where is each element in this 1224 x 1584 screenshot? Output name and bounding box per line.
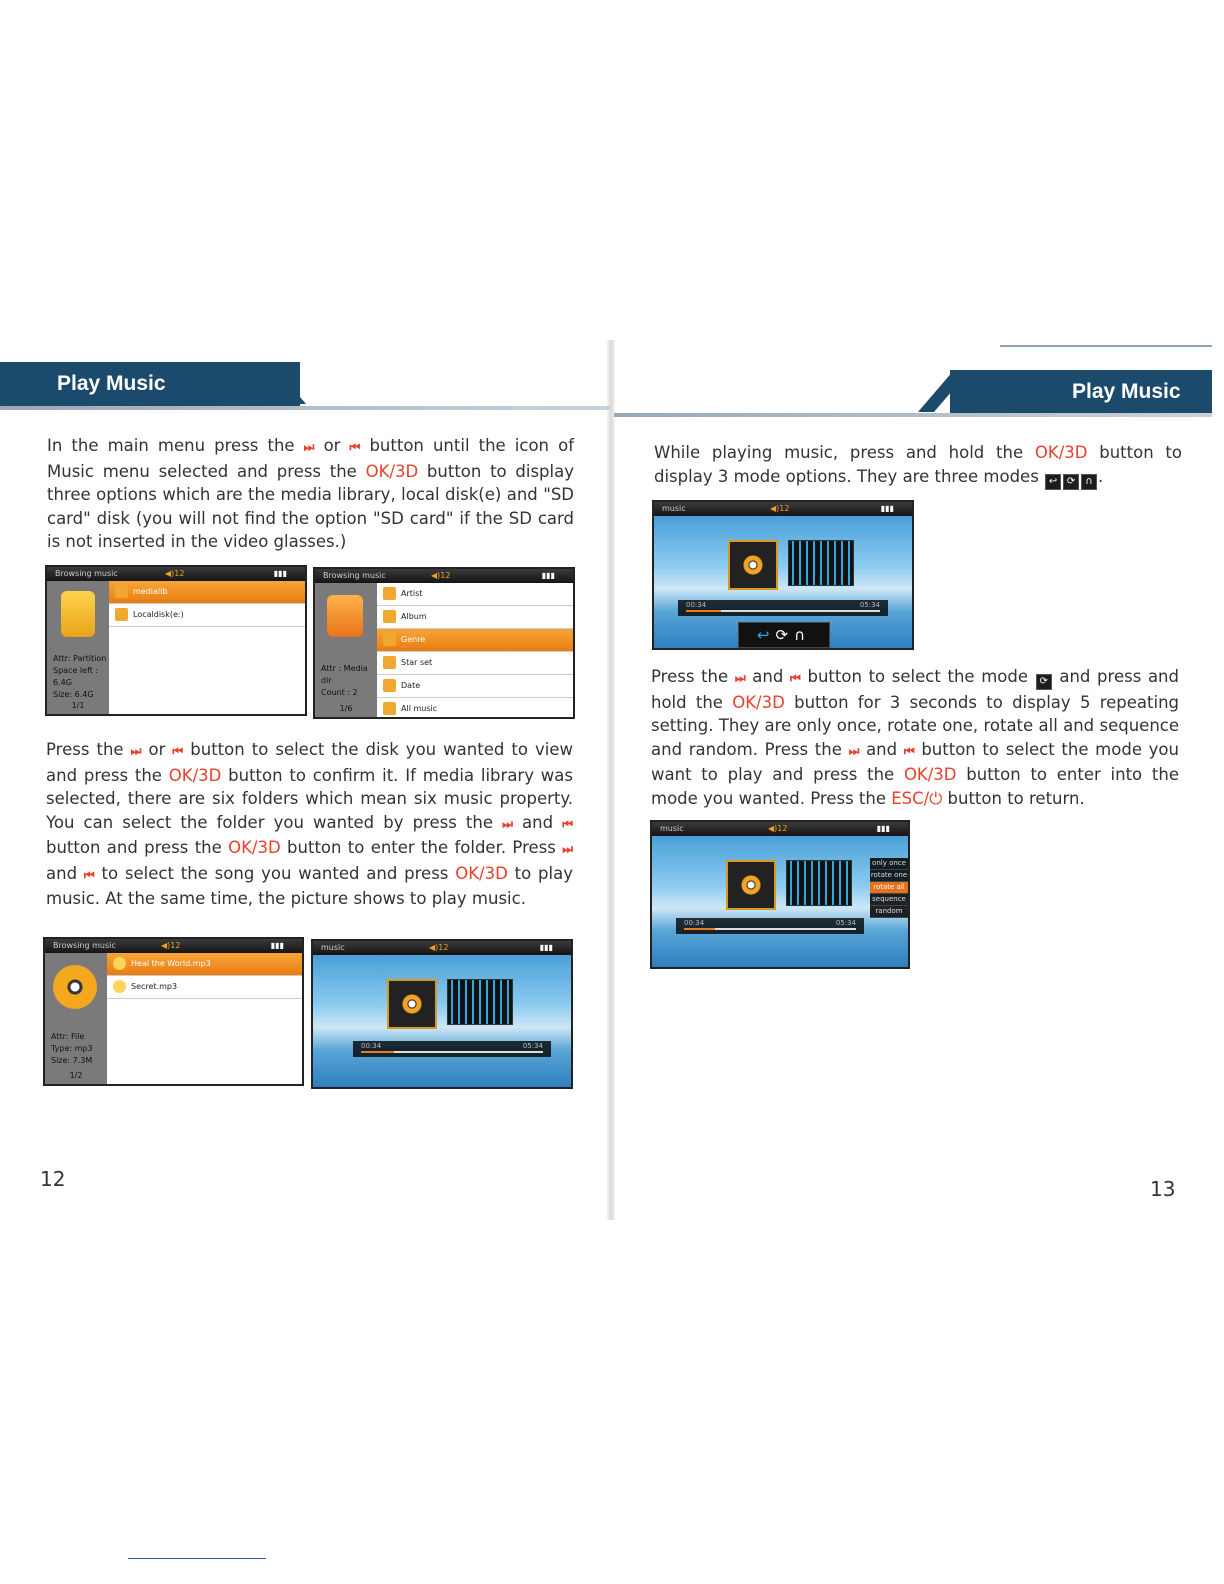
skip-button-icon: ⏮ bbox=[349, 440, 361, 454]
text-run: button to select the disk you wanted to view and press the bbox=[46, 740, 573, 785]
button-name: OK/3D bbox=[228, 838, 281, 857]
text-run: and bbox=[859, 739, 904, 759]
left-header-title: Play Music bbox=[57, 372, 166, 395]
list-item: Date bbox=[377, 675, 573, 698]
button-name: OK/3D bbox=[1034, 443, 1088, 462]
repeat-option: rotate one bbox=[870, 870, 908, 882]
mode-icon: ↩ bbox=[1045, 474, 1061, 490]
screenshot-browsing-disks bbox=[45, 565, 307, 716]
screenshot-playing bbox=[311, 939, 573, 1089]
progress-bar: 00:34 05:34 bbox=[676, 918, 864, 934]
folder-icon bbox=[383, 587, 396, 600]
text-run: and bbox=[512, 812, 563, 832]
info-list: Attr: File Type: mp3 Size: 7.3M bbox=[51, 1032, 93, 1065]
equalizer bbox=[788, 540, 854, 586]
right-paragraph-2 bbox=[651, 665, 1179, 810]
left-header-rule bbox=[0, 406, 610, 410]
skip-button-icon: ⏭ bbox=[848, 743, 860, 758]
list-item: All music bbox=[377, 698, 573, 719]
battery-icon: ▮▮▮ bbox=[270, 941, 284, 950]
folder-icon bbox=[115, 585, 128, 598]
mode-icon: ⟳ bbox=[1063, 474, 1079, 490]
right-paragraph-1 bbox=[654, 441, 1182, 490]
text-run: and bbox=[745, 667, 791, 686]
battery-icon: ▮▮▮ bbox=[539, 943, 553, 952]
right-header-slash bbox=[918, 366, 978, 418]
text-run: and bbox=[46, 863, 84, 883]
mode-icon: ⟳ bbox=[1036, 674, 1052, 690]
screenshot-mode-options bbox=[652, 500, 914, 650]
music-folder-icon bbox=[327, 595, 363, 637]
button-name: OK/3D bbox=[732, 692, 785, 712]
skip-button-icon: ⏮ bbox=[903, 743, 915, 758]
folder-icon bbox=[115, 608, 128, 621]
volume-indicator: ◀)12 bbox=[429, 943, 449, 952]
right-page-number: 13 bbox=[1150, 1177, 1176, 1201]
button-name: ESC/⏻ bbox=[891, 788, 943, 808]
right-header-title: Play Music bbox=[1072, 380, 1181, 403]
equalizer bbox=[786, 860, 852, 906]
skip-button-icon: ⏮ bbox=[172, 744, 184, 758]
disk-icon bbox=[61, 591, 95, 637]
skip-button-icon: ⏭ bbox=[303, 440, 315, 454]
info-list: Attr : Media dir Count : 2 bbox=[321, 664, 368, 697]
item-count: 1/2 bbox=[69, 1071, 83, 1080]
text-run: or bbox=[314, 436, 350, 455]
screenshot-song-list bbox=[43, 937, 304, 1086]
text-run: While playing music, press and hold the bbox=[654, 443, 1035, 462]
folder-icon bbox=[383, 633, 396, 646]
album-art bbox=[387, 979, 437, 1029]
text-run: and press and hold the bbox=[651, 667, 1179, 712]
equalizer bbox=[447, 979, 513, 1025]
screen-title: music bbox=[321, 943, 345, 952]
left-paragraph-1 bbox=[47, 434, 574, 554]
text-run: button to select the mode bbox=[800, 667, 1035, 686]
screen-title: music bbox=[660, 824, 684, 833]
text-run: button to enter the folder. Press bbox=[280, 838, 563, 857]
volume-indicator: ◀)12 bbox=[161, 941, 181, 950]
list-item: medialib bbox=[109, 581, 305, 604]
footer-link-rule bbox=[128, 1558, 266, 1559]
battery-icon: ▮▮▮ bbox=[273, 569, 287, 578]
list-item: Localdisk(e:) bbox=[109, 604, 305, 627]
text-run: button to confirm it. If media library was selected, there are six folders which mean six music property. You can select the folder you wanted by press the bbox=[46, 765, 573, 832]
music-file-icon bbox=[113, 980, 126, 993]
page-fold bbox=[607, 340, 615, 1220]
folder-icon bbox=[383, 702, 396, 715]
battery-icon: ▮▮▮ bbox=[876, 824, 890, 833]
skip-button-icon: ⏭ bbox=[502, 816, 513, 831]
text-run: button to display 3 mode options. They are three modes bbox=[654, 443, 1182, 486]
text-run: button to enter into the mode you wanted. Press the bbox=[651, 765, 1179, 808]
volume-indicator: ◀)12 bbox=[165, 569, 185, 578]
list-item: Star set bbox=[377, 652, 573, 675]
screenshot-repeat-settings bbox=[650, 820, 910, 969]
repeat-option: random bbox=[870, 906, 908, 918]
text-run: to select the song you wanted and press bbox=[94, 863, 456, 883]
screenshot-media-library bbox=[313, 567, 575, 719]
progress-bar: 00:34 05:34 bbox=[678, 600, 888, 616]
text-run: . bbox=[1098, 466, 1104, 486]
right-header-rule bbox=[614, 413, 1212, 417]
progress-bar: 00:34 05:34 bbox=[353, 1041, 551, 1057]
left-header-slash bbox=[254, 358, 314, 410]
text-run: button and press the bbox=[46, 838, 229, 857]
skip-button-icon: ⏭ bbox=[734, 671, 746, 685]
volume-indicator: ◀)12 bbox=[768, 824, 788, 833]
mode-option: ↩ bbox=[756, 626, 776, 644]
item-count: 1/6 bbox=[339, 704, 353, 713]
list-item: Album bbox=[377, 606, 573, 629]
screen-title: music bbox=[662, 504, 686, 513]
mode-icon: ∩ bbox=[1081, 474, 1097, 490]
repeat-option: only once bbox=[870, 858, 908, 870]
info-list: Attr: Partition Space left : 6.4G Size: 6.4G bbox=[53, 654, 107, 699]
folder-icon bbox=[383, 656, 396, 669]
list-item: Heal the World.mp3 bbox=[107, 953, 302, 976]
text-run: button for 3 seconds to display 5 repeating setting. They are only once, rotate one, rotate all and sequence and random. Press the bbox=[651, 692, 1180, 759]
volume-indicator: ◀)12 bbox=[431, 571, 451, 580]
skip-button-icon: ⏭ bbox=[562, 842, 573, 856]
left-paragraph-2 bbox=[46, 738, 573, 911]
text-run: button to select the mode you want to play and press the bbox=[651, 739, 1179, 784]
button-name: OK/3D bbox=[455, 863, 508, 883]
text-run: button to return. bbox=[942, 788, 1085, 808]
repeat-menu bbox=[870, 858, 908, 918]
repeat-option: sequence bbox=[870, 894, 908, 906]
list-item: Artist bbox=[377, 583, 573, 606]
text-run: button to display three options which are the media library, local disk(e) and "SD card" disk (you will not find the option "SD card" if the SD card is not inserted in the video glasses.) bbox=[47, 461, 574, 551]
repeat-option: rotate all bbox=[870, 882, 908, 894]
skip-button-icon: ⏮ bbox=[562, 816, 573, 831]
folder-icon bbox=[383, 679, 396, 692]
battery-icon: ▮▮▮ bbox=[880, 504, 894, 513]
music-note-icon bbox=[53, 965, 97, 1009]
mode-selector bbox=[738, 622, 830, 648]
screen-title: Browsing music bbox=[55, 569, 118, 578]
screen-title: Browsing music bbox=[53, 941, 116, 950]
text-run: button until the icon of Music menu selected and press the bbox=[47, 436, 574, 481]
mode-option: ⟳ bbox=[775, 626, 795, 644]
music-file-icon bbox=[113, 957, 126, 970]
skip-button-icon: ⏮ bbox=[790, 671, 801, 685]
album-art bbox=[728, 540, 778, 590]
sky-background bbox=[313, 955, 571, 1087]
right-top-rule bbox=[1000, 345, 1212, 347]
list-item: Secret.mp3 bbox=[107, 976, 302, 999]
skip-button-icon: ⏮ bbox=[83, 867, 95, 882]
skip-button-icon: ⏭ bbox=[130, 744, 142, 758]
button-name: OK/3D bbox=[168, 765, 222, 785]
mode-option: ∩ bbox=[794, 626, 812, 644]
text-run: Press the bbox=[651, 667, 735, 686]
text-run: Press the bbox=[46, 740, 131, 759]
text-run: In the main menu press the bbox=[47, 436, 304, 455]
button-name: OK/3D bbox=[365, 461, 419, 481]
left-page-number: 12 bbox=[40, 1167, 66, 1191]
folder-icon bbox=[383, 610, 396, 623]
album-art bbox=[726, 860, 776, 910]
list-item: Genre bbox=[377, 629, 573, 652]
item-count: 1/1 bbox=[71, 701, 85, 710]
text-run: to play music. At the same time, the picture shows to play music. bbox=[46, 863, 573, 908]
text-run: or bbox=[141, 740, 173, 759]
screen-title: Browsing music bbox=[323, 571, 386, 580]
button-name: OK/3D bbox=[903, 765, 957, 784]
volume-indicator: ◀)12 bbox=[770, 504, 790, 513]
battery-icon: ▮▮▮ bbox=[541, 571, 555, 580]
